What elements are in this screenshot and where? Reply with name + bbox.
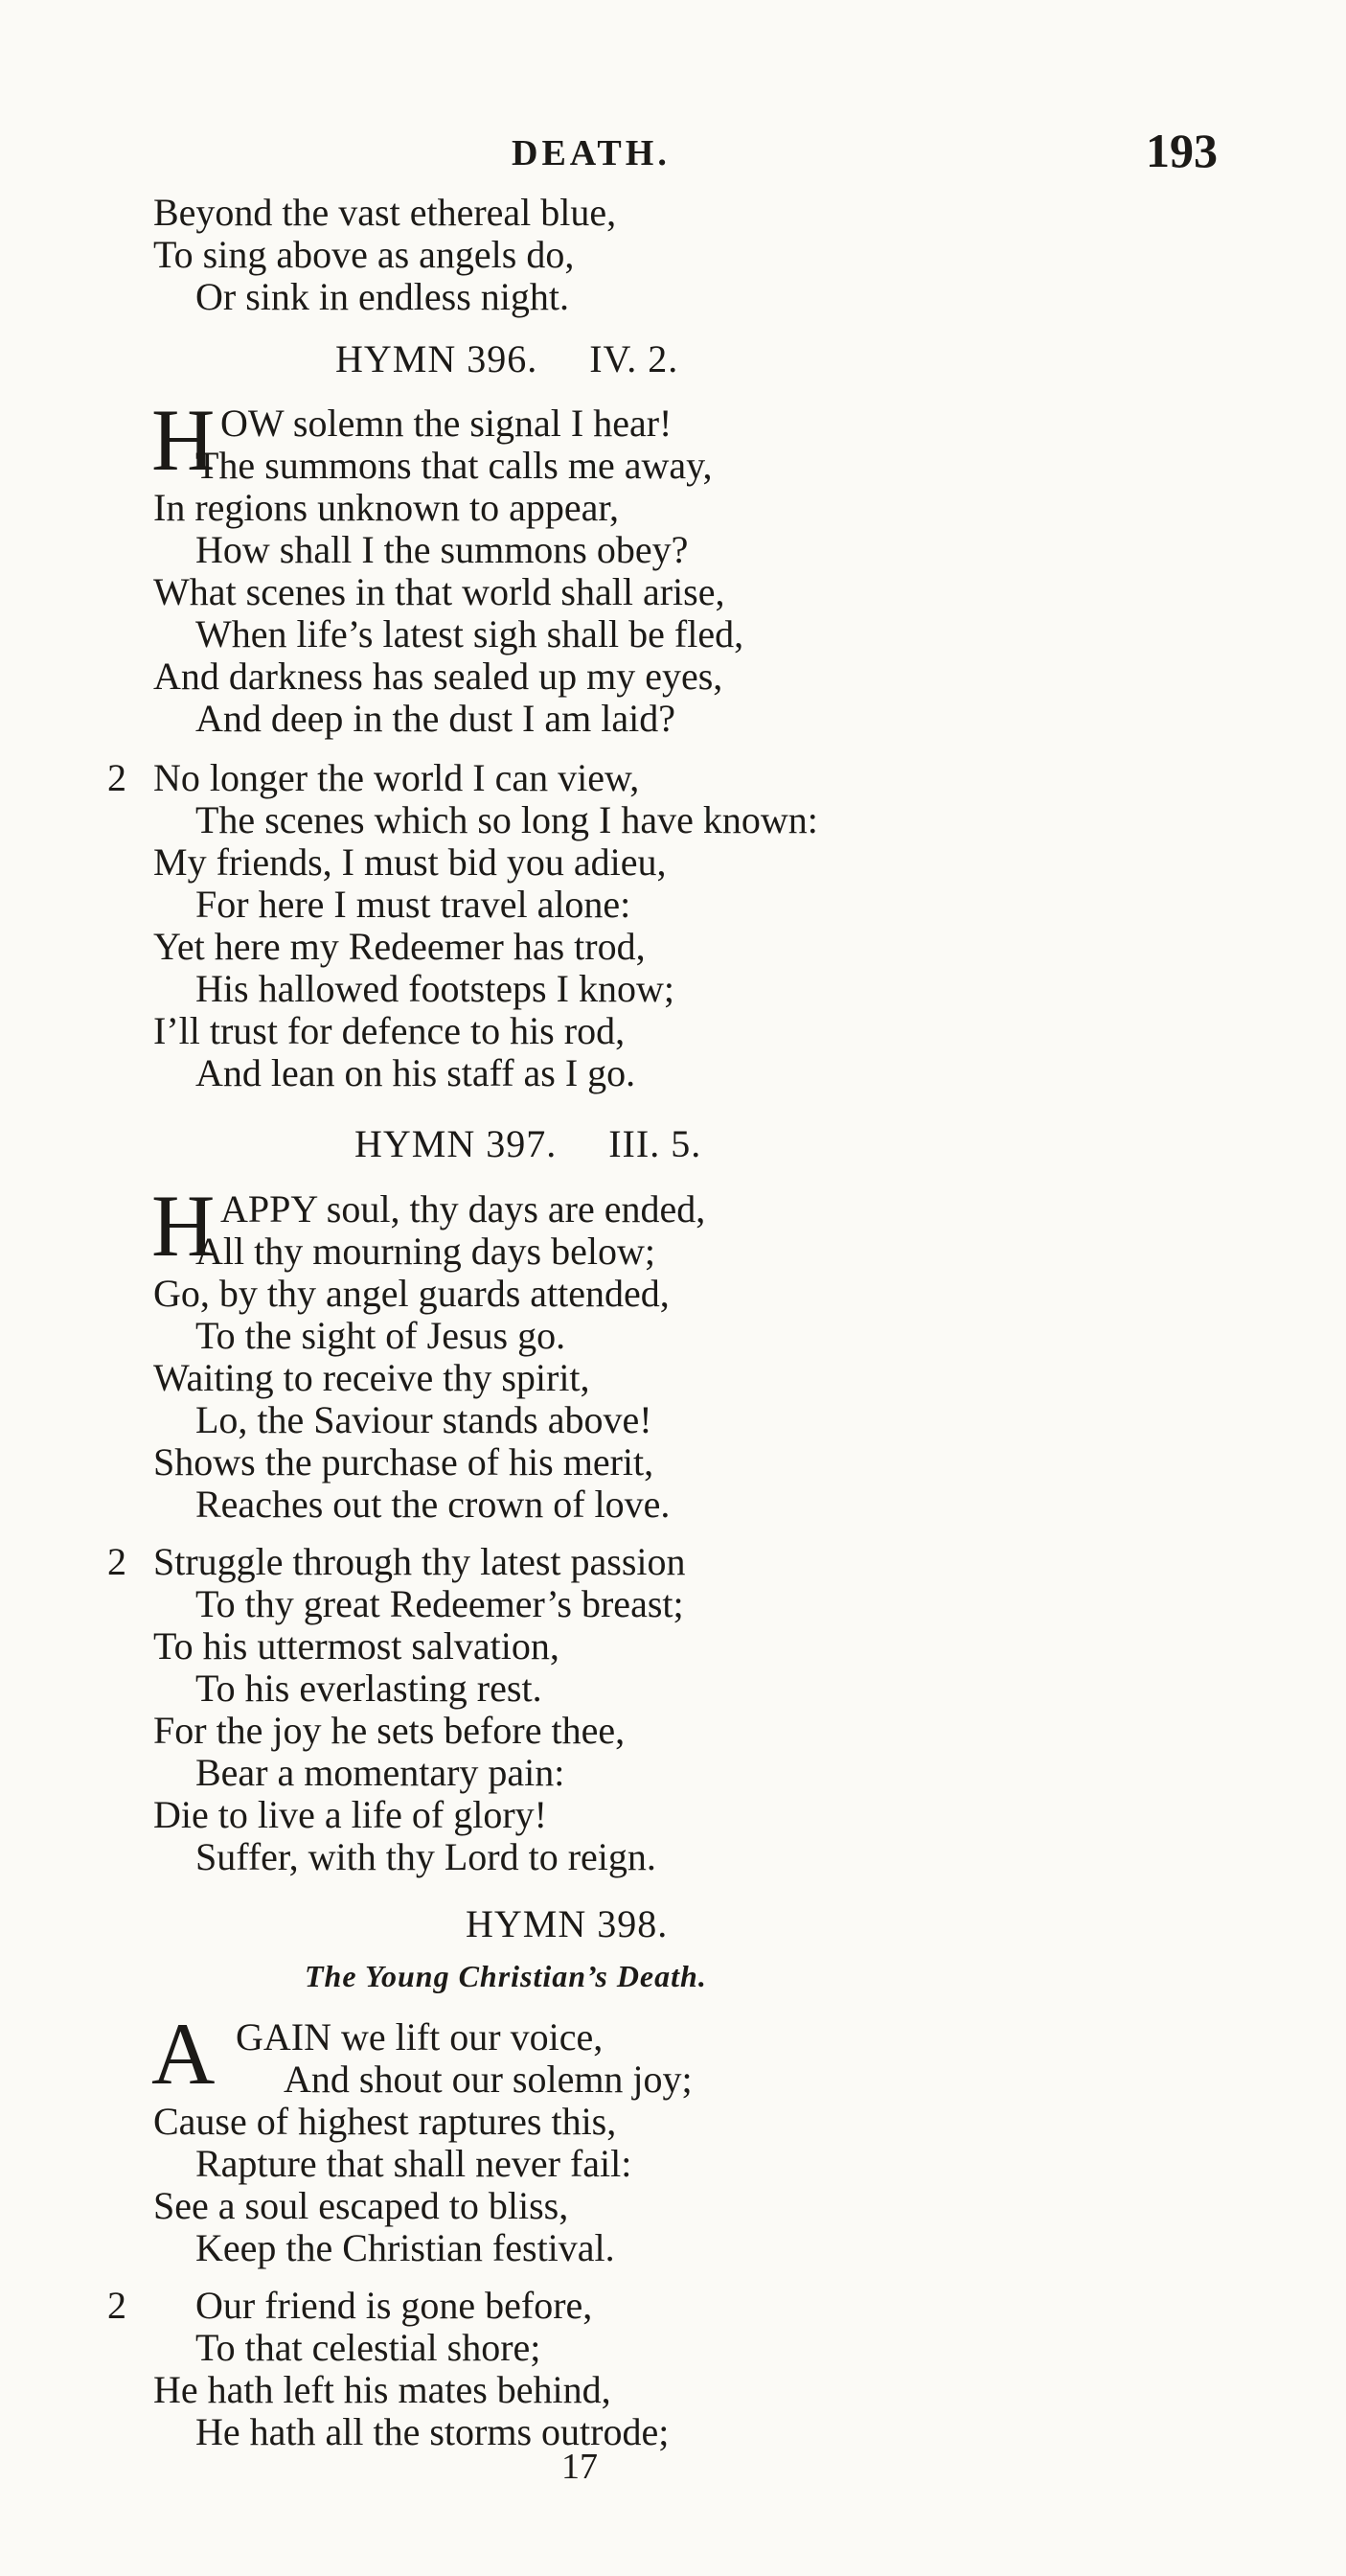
verse-line: No longer the world I can view, [153,756,640,799]
verse-line: Waiting to receive thy spirit, [153,1356,590,1399]
verse-line: He hath all the storms outrode; [195,2410,670,2453]
hymn-number: HYMN 396. [335,337,538,380]
verse-number: 2 [107,2284,126,2327]
verse-line: Beyond the vast ethereal blue, [153,191,617,234]
drop-cap: A [151,2005,216,2103]
hymn-398-heading [466,1903,668,1945]
verse-line: When life’s latest sigh shall be fled, [195,612,744,656]
verse-line: Suffer, with thy Lord to reign. [195,1835,656,1878]
verse-line: Reaches out the crown of love. [195,1483,671,1526]
verse-line: The scenes which so long I have known: [195,798,818,841]
hymn-396-heading [335,338,678,380]
verse-line: My friends, I must bid you adieu, [153,840,667,884]
signature-mark: 17 [561,2447,598,2487]
verse-line: And deep in the dust I am laid? [195,697,675,740]
verse-line: APPY soul, thy days are ended, [220,1187,706,1230]
verse-number: 2 [107,756,126,799]
verse-line: GAIN we lift our voice, [236,2015,604,2058]
verse-line: All thy mourning days below; [195,1230,655,1273]
verse-line: In regions unknown to appear, [153,486,620,529]
verse-line: To thy great Redeemer’s breast; [195,1582,684,1625]
verse-line: For here I must travel alone: [195,883,631,926]
verse-line: Shows the purchase of his merit, [153,1440,654,1484]
verse-line: Lo, the Saviour stands above! [195,1398,652,1441]
verse-line: Struggle through thy latest passion [153,1540,686,1583]
verse-line: Die to live a life of glory! [153,1793,547,1836]
verse-line: I’ll trust for defence to his rod, [153,1009,626,1052]
hymn-number: HYMN 397. [354,1122,558,1165]
page-number: 193 [1146,124,1218,177]
verse-line: Bear a momentary pain: [195,1751,565,1794]
verse-line: Go, by thy angel guards attended, [153,1272,670,1315]
verse-number: 2 [107,1540,126,1583]
running-title: DEATH. [512,133,671,173]
hymn-number: HYMN 398. [466,1902,669,1945]
verse-line: Yet here my Redeemer has trod, [153,925,646,968]
verse-line: And darkness has sealed up my eyes, [153,655,723,698]
verse-line: Our friend is gone before, [195,2284,593,2327]
verse-line: To that celestial shore; [195,2326,541,2369]
verse-line: Rapture that shall never fail: [195,2142,632,2185]
verse-line: To the sight of Jesus go. [195,1314,566,1357]
verse-line: Or sink in endless night. [195,275,569,318]
verse-line: And lean on his staff as I go. [195,1051,636,1094]
verse-line: The summons that calls me away, [195,444,713,487]
verse-line: Cause of highest raptures this, [153,2100,617,2143]
verse-line: And shout our solemn joy; [284,2058,693,2101]
verse-line: OW solemn the signal I hear! [220,402,673,445]
hymn-meter: III. 5. [608,1122,702,1165]
verse-line: How shall I the summons obey? [195,528,689,571]
hymn-meter: IV. 2. [589,337,679,380]
verse-line: What scenes in that world shall arise, [153,570,725,613]
drop-cap: H [151,391,216,489]
hymn-subtitle: The Young Christian’s Death. [305,1959,707,1993]
verse-line: To his uttermost salvation, [153,1624,559,1668]
verse-line: He hath left his mates behind, [153,2368,611,2411]
verse-line: For the joy he sets before thee, [153,1709,626,1752]
verse-line: To his everlasting rest. [195,1667,542,1710]
drop-cap: H [151,1177,216,1275]
running-head [0,123,1346,180]
verse-line: See a soul escaped to bliss, [153,2184,569,2227]
verse-line: Keep the Christian festival. [195,2226,615,2269]
hymn-397-heading [354,1123,701,1165]
verse-line: His hallowed footsteps I know; [195,967,674,1010]
verse-line: To sing above as angels do, [153,233,575,276]
